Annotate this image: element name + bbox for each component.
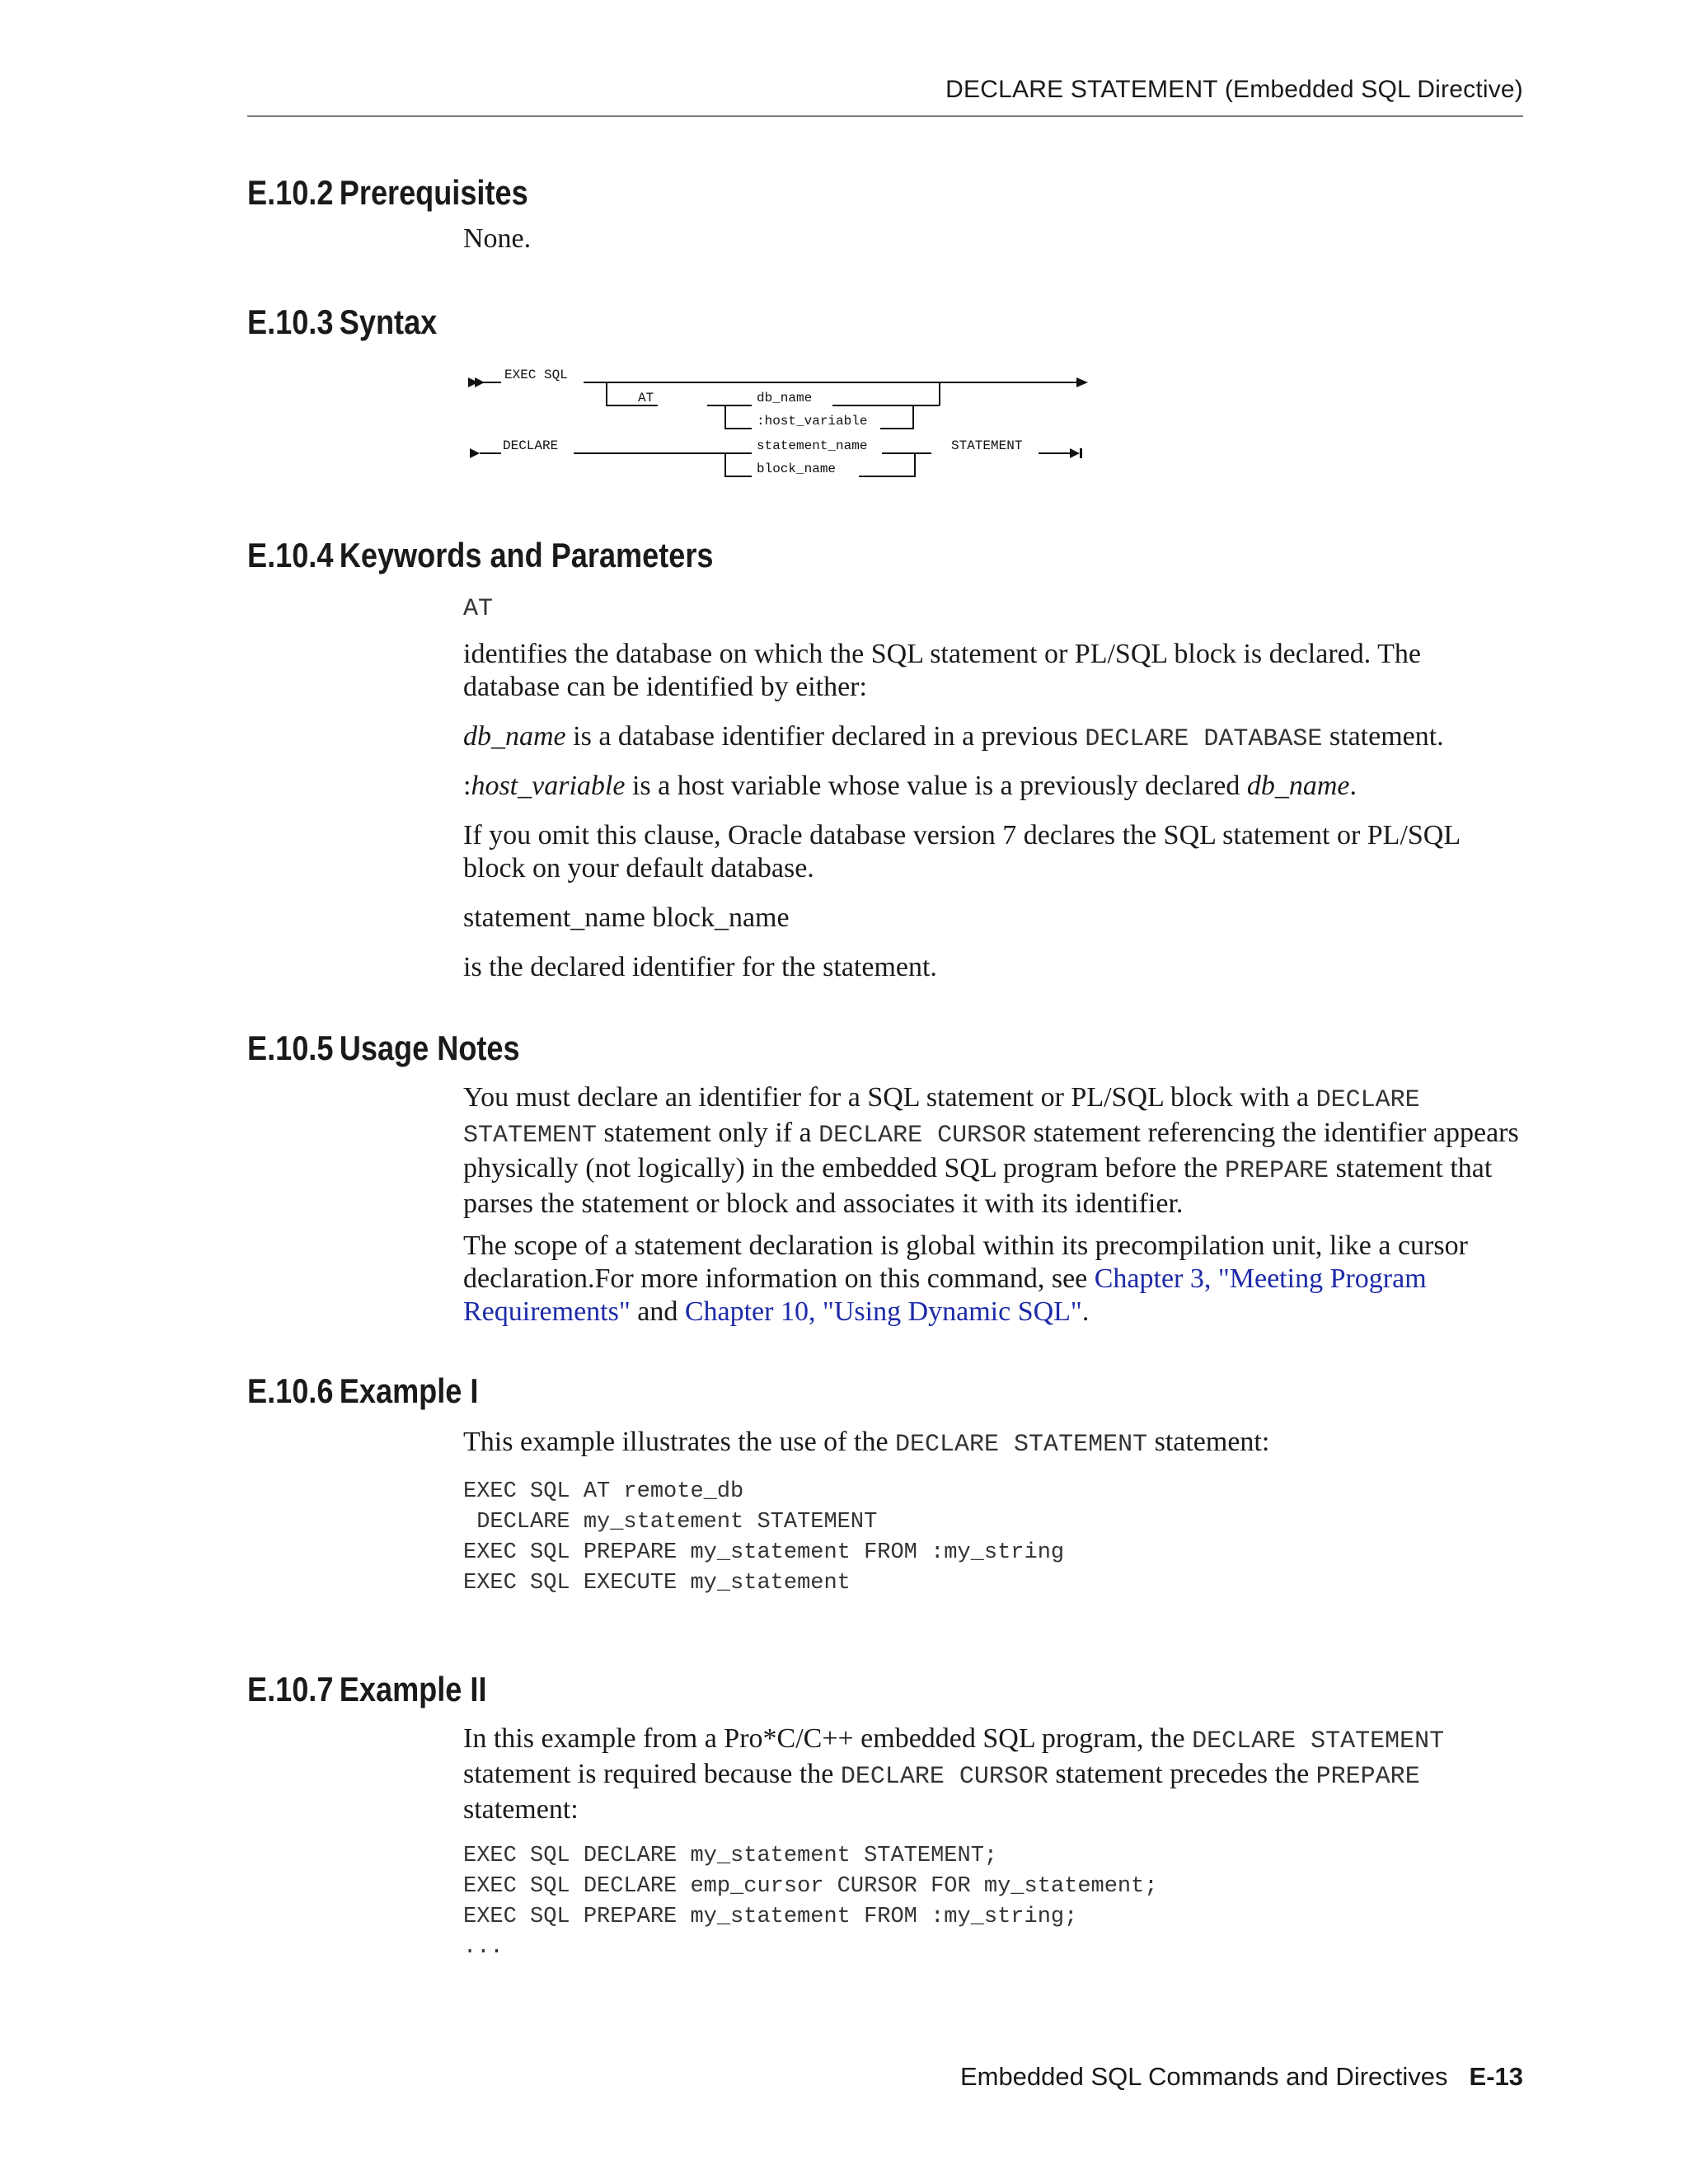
example-1-intro: This example illustrates the use of the DECLARE STATEMENT statement: [463,1427,1270,1459]
diagram-host-variable: :host_variable [757,414,868,429]
keyword-at-term: AT [463,595,494,623]
diagram-statement-name: statement_name [757,438,868,453]
diagram-statement: STATEMENT [951,438,1023,453]
section-heading-syntax [247,302,437,342]
section-number: E.10.4 [247,536,334,574]
section-number: E.10.6 [247,1371,334,1410]
usage-paragraph-2: The scope of a statement declaration is global within its precompilation unit, like a cursor declaration.For more information on this command, see Chapter 3, "Meeting Program Requirements" and Chapter 10, "Using Dynamic SQL". [463,1230,1468,1327]
keyword-names-term: statement_name block_name [463,902,790,933]
section-heading-example-2 [247,1670,486,1709]
example-2-code: EXEC SQL DECLARE my_statement STATEMENT; EXEC SQL DECLARE emp_cursor CURSOR FOR my_statement; EXEC SQL PREPARE my_statement FROM :my_string; ... [463,1844,1158,1960]
section-number: E.10.7 [247,1670,334,1708]
diagram-exec-sql: EXEC SQL [504,368,568,382]
section-title: Usage Notes [339,1029,520,1067]
page-number: E-13 [1469,2062,1523,2091]
section-heading-prerequisites [247,173,528,213]
diagram-block-name: block_name [757,462,837,476]
header-rule [247,115,1523,117]
diagram-declare: DECLARE [503,438,559,453]
section-heading-usage-notes [247,1029,520,1068]
section-heading-keywords [247,536,714,575]
example-2-intro: In this example from a Pro*C/C++ embedded SQL program, the DECLARE STATEMENT statement is required because the DECLARE CURSOR statement precedes the PREPARE statement: [463,1723,1445,1825]
running-head: DECLARE STATEMENT (Embedded SQL Directive) [945,76,1523,103]
keyword-db-name-description: db_name is a database identifier declared in a previous DECLARE DATABASE statement. [463,721,1444,753]
section-number: E.10.5 [247,1029,334,1067]
diagram-at: AT [638,391,654,405]
prerequisites-text: None. [463,223,532,254]
usage-paragraph-1: You must declare an identifier for a SQL statement or PL/SQL block with a DECLARE STATEMENT statement only if a DECLARE CURSOR statement referencing the identifier appears physically (not logically) in the embedded SQL program before the PREPARE statement that parses the statement or block and associates it with its identifier. [463,1082,1519,1219]
keyword-names-description: is the declared identifier for the statement. [463,952,937,982]
link-chapter-3[interactable]: Chapter 3, "Meeting Program Requirements" [463,1263,1427,1327]
section-number: E.10.2 [247,173,334,212]
section-title: Keywords and Parameters [339,536,714,574]
keyword-omit-note: If you omit this clause, Oracle database version 7 declares the SQL statement or PL/SQL block on your default database. [463,820,1460,883]
section-heading-example-1 [247,1371,478,1411]
example-1-code: EXEC SQL AT remote_db DECLARE my_statement STATEMENT EXEC SQL PREPARE my_statement FROM :my_string EXEC SQL EXECUTE my_statement [463,1479,1065,1596]
section-title: Prerequisites [339,173,528,212]
footer-book-title: Embedded SQL Commands and Directives [959,2062,1448,2091]
section-title: Example I [339,1371,479,1410]
syntax-diagram [462,364,1104,496]
section-title: Syntax [339,302,438,341]
section-title: Example II [339,1670,487,1708]
diagram-db-name: db_name [757,391,813,405]
keyword-at-description: identifies the database on which the SQL statement or PL/SQL block is declared. The database can be identified by either: [463,639,1421,702]
page-footer [247,2062,1523,2092]
link-chapter-10[interactable]: Chapter 10, "Using Dynamic SQL" [684,1296,1082,1327]
section-number: E.10.3 [247,302,334,341]
keyword-host-variable-description: :host_variable is a host variable whose value is a previously declared db_name. [463,771,1357,801]
